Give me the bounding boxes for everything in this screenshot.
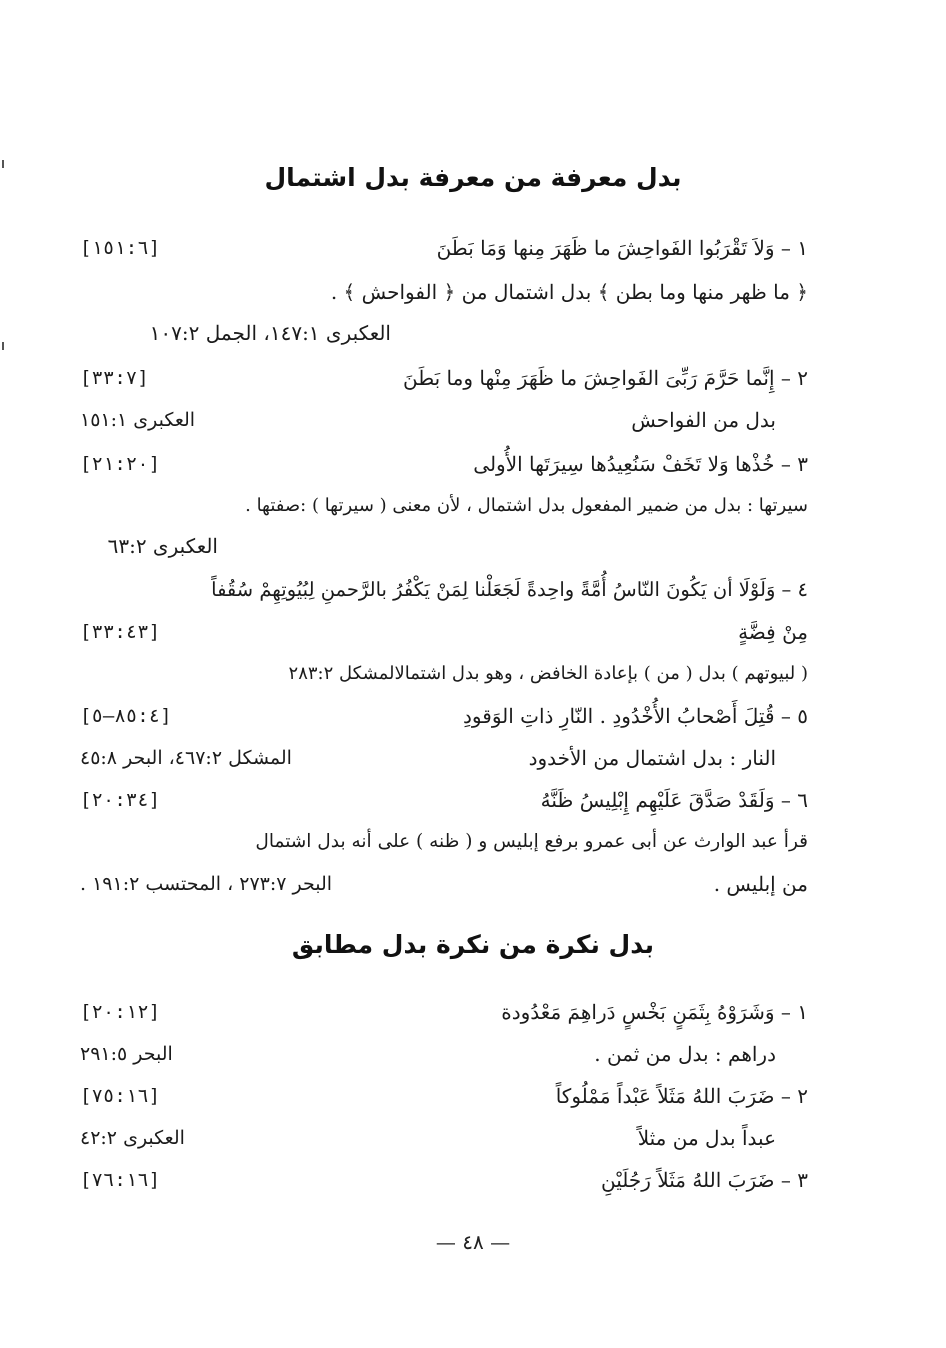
- verse-text: ٢ – إِنَّما حَرَّمَ رَبِّىَ الفَواحِشَ ما ظَهَرَ مِنْها وما بَطَنَ: [403, 366, 808, 390]
- note-text: النار : بدل اشتمال من الأخدود: [528, 746, 776, 770]
- verse-reference: [٢٠:٣٤]: [80, 789, 161, 811]
- verse-reference: [٧٥:١٦]: [80, 1085, 161, 1107]
- verse-line: [80, 992, 808, 1032]
- verse-reference: [١٥١:٦]: [80, 237, 161, 259]
- note-line: [80, 400, 776, 440]
- verse-reference: [٣٣:٤٣]: [80, 621, 161, 643]
- section-title: بدل نكرة من نكرة بدل مطابق: [291, 930, 655, 959]
- verse-line: [80, 228, 808, 268]
- verse-line: [80, 1076, 808, 1116]
- verse-text: ٤ – وَلَوْلَا أن يَكُونَ النّاسُ أُمَّةً واحِدةً لَجَعَلْنا لِمَنْ يَكْفُرُ بالرَّحمنِ لِبُيُوتِهِمْ سُقُفاً: [211, 578, 808, 601]
- note-text: دراهم : بدل من ثمن .: [594, 1042, 776, 1066]
- verse-line: [80, 570, 808, 610]
- page-number: — ٤٨ —: [435, 1230, 511, 1254]
- note-line: [80, 486, 808, 526]
- verse-reference: [٨٥:٤–٥]: [80, 705, 172, 727]
- verse-line: [80, 780, 808, 820]
- source-text: العكبرى ١٥١:١: [80, 409, 196, 431]
- verse-text: ٥ – قُتِلَ أَصْحابُ الأُخْدُودِ . النّارِ ذاتِ الوَقودِ: [463, 704, 808, 728]
- note-text: ﴿ ما ظهر منها وما بطن ﴾ بدل اشتمال من ﴿ الفواحش ﴾ .: [330, 280, 808, 304]
- note-text: من إبليس .: [713, 872, 808, 896]
- note-text: قرأ عبد الوارث عن أبى عمرو برفع إبليس و ( ظنه ) على أنه بدل اشتمال: [255, 831, 808, 852]
- verse-reference: [٧٦:١٦]: [80, 1169, 161, 1191]
- verse-text: ٣ – خُذْها وَلا تَخَفْ سَنُعِيدُها سِيرَتَها الأُولى: [473, 452, 808, 476]
- source-text: العكبرى ١٤٧:١، الجمل ١٠٧:٢: [149, 321, 391, 345]
- verse-reference: [٢٠:١٢]: [80, 1001, 161, 1023]
- note-line: [80, 272, 808, 312]
- source-line: [80, 526, 218, 566]
- verse-line: [80, 1160, 808, 1200]
- verse-text: مِنْ فِضَّةٍ: [738, 620, 808, 644]
- note-line: [80, 1118, 776, 1158]
- verse-line: [80, 696, 808, 736]
- verse-text: ٦ – وَلَقَدْ صَدَّقَ عَلَيْهِم إِبْلِيسُ ظَنَّهُ: [540, 788, 808, 812]
- note-text: بدل من الفواحش: [631, 408, 776, 432]
- note-text: عبداً بدل من مثلاً: [637, 1126, 776, 1150]
- verse-text: ٢ – ضَرَبَ اللهُ مَثَلاً عَبْداً مَمْلُوكاً: [555, 1084, 808, 1108]
- note-line: [80, 864, 808, 904]
- verse-reference: [٣٣:٧]: [80, 367, 149, 389]
- verse-reference: [٢١:٢٠]: [80, 453, 161, 475]
- section-title: بدل معرفة من معرفة بدل اشتمال: [264, 163, 682, 192]
- verse-line: [80, 358, 808, 398]
- verse-line: [80, 444, 808, 484]
- source-text: المشكل ٤٦٧:٢، البحر ٤٥:٨: [80, 747, 292, 769]
- source-text: العكبرى ٤٢:٢: [80, 1127, 185, 1149]
- source-line: [80, 313, 391, 353]
- note-line: [80, 654, 808, 694]
- source-text: البحر ٢٧٣:٧ ، المحتسب ١٩١:٢ .: [80, 873, 333, 895]
- scan-mark: [2, 342, 4, 350]
- verse-text: ١ – وَشَرَوْهُ بِثَمَنٍ بَخْسٍ دَراهِمَ مَعْدُودة: [501, 1000, 808, 1024]
- verse-text: ٣ – ضَرَبَ اللهُ مَثَلاً رَجُلَيْنِ: [601, 1168, 808, 1192]
- source-text: العكبرى ٦٣:٢: [107, 534, 218, 558]
- source-text: البحر ٢٩١:٥: [80, 1043, 173, 1065]
- note-line: [80, 738, 776, 778]
- note-line: [80, 822, 808, 862]
- note-text: ( لبيوتهم ) بدل ( من ) بإعادة الخافض ، وهو بدل اشتمالالمشكل ٢٨٣:٢: [288, 663, 808, 684]
- note-text: سيرتها : بدل من ضمير المفعول بدل اشتمال ، لأن معنى ( سيرتها ) :صفتها .: [245, 495, 808, 516]
- note-line: [80, 1034, 776, 1074]
- verse-line: [80, 612, 808, 652]
- verse-text: ١ – وَلاَ تَقْرَبُوا الفَواحِشَ ما ظَهَرَ مِنها وَمَا بَطَنَ: [436, 236, 808, 260]
